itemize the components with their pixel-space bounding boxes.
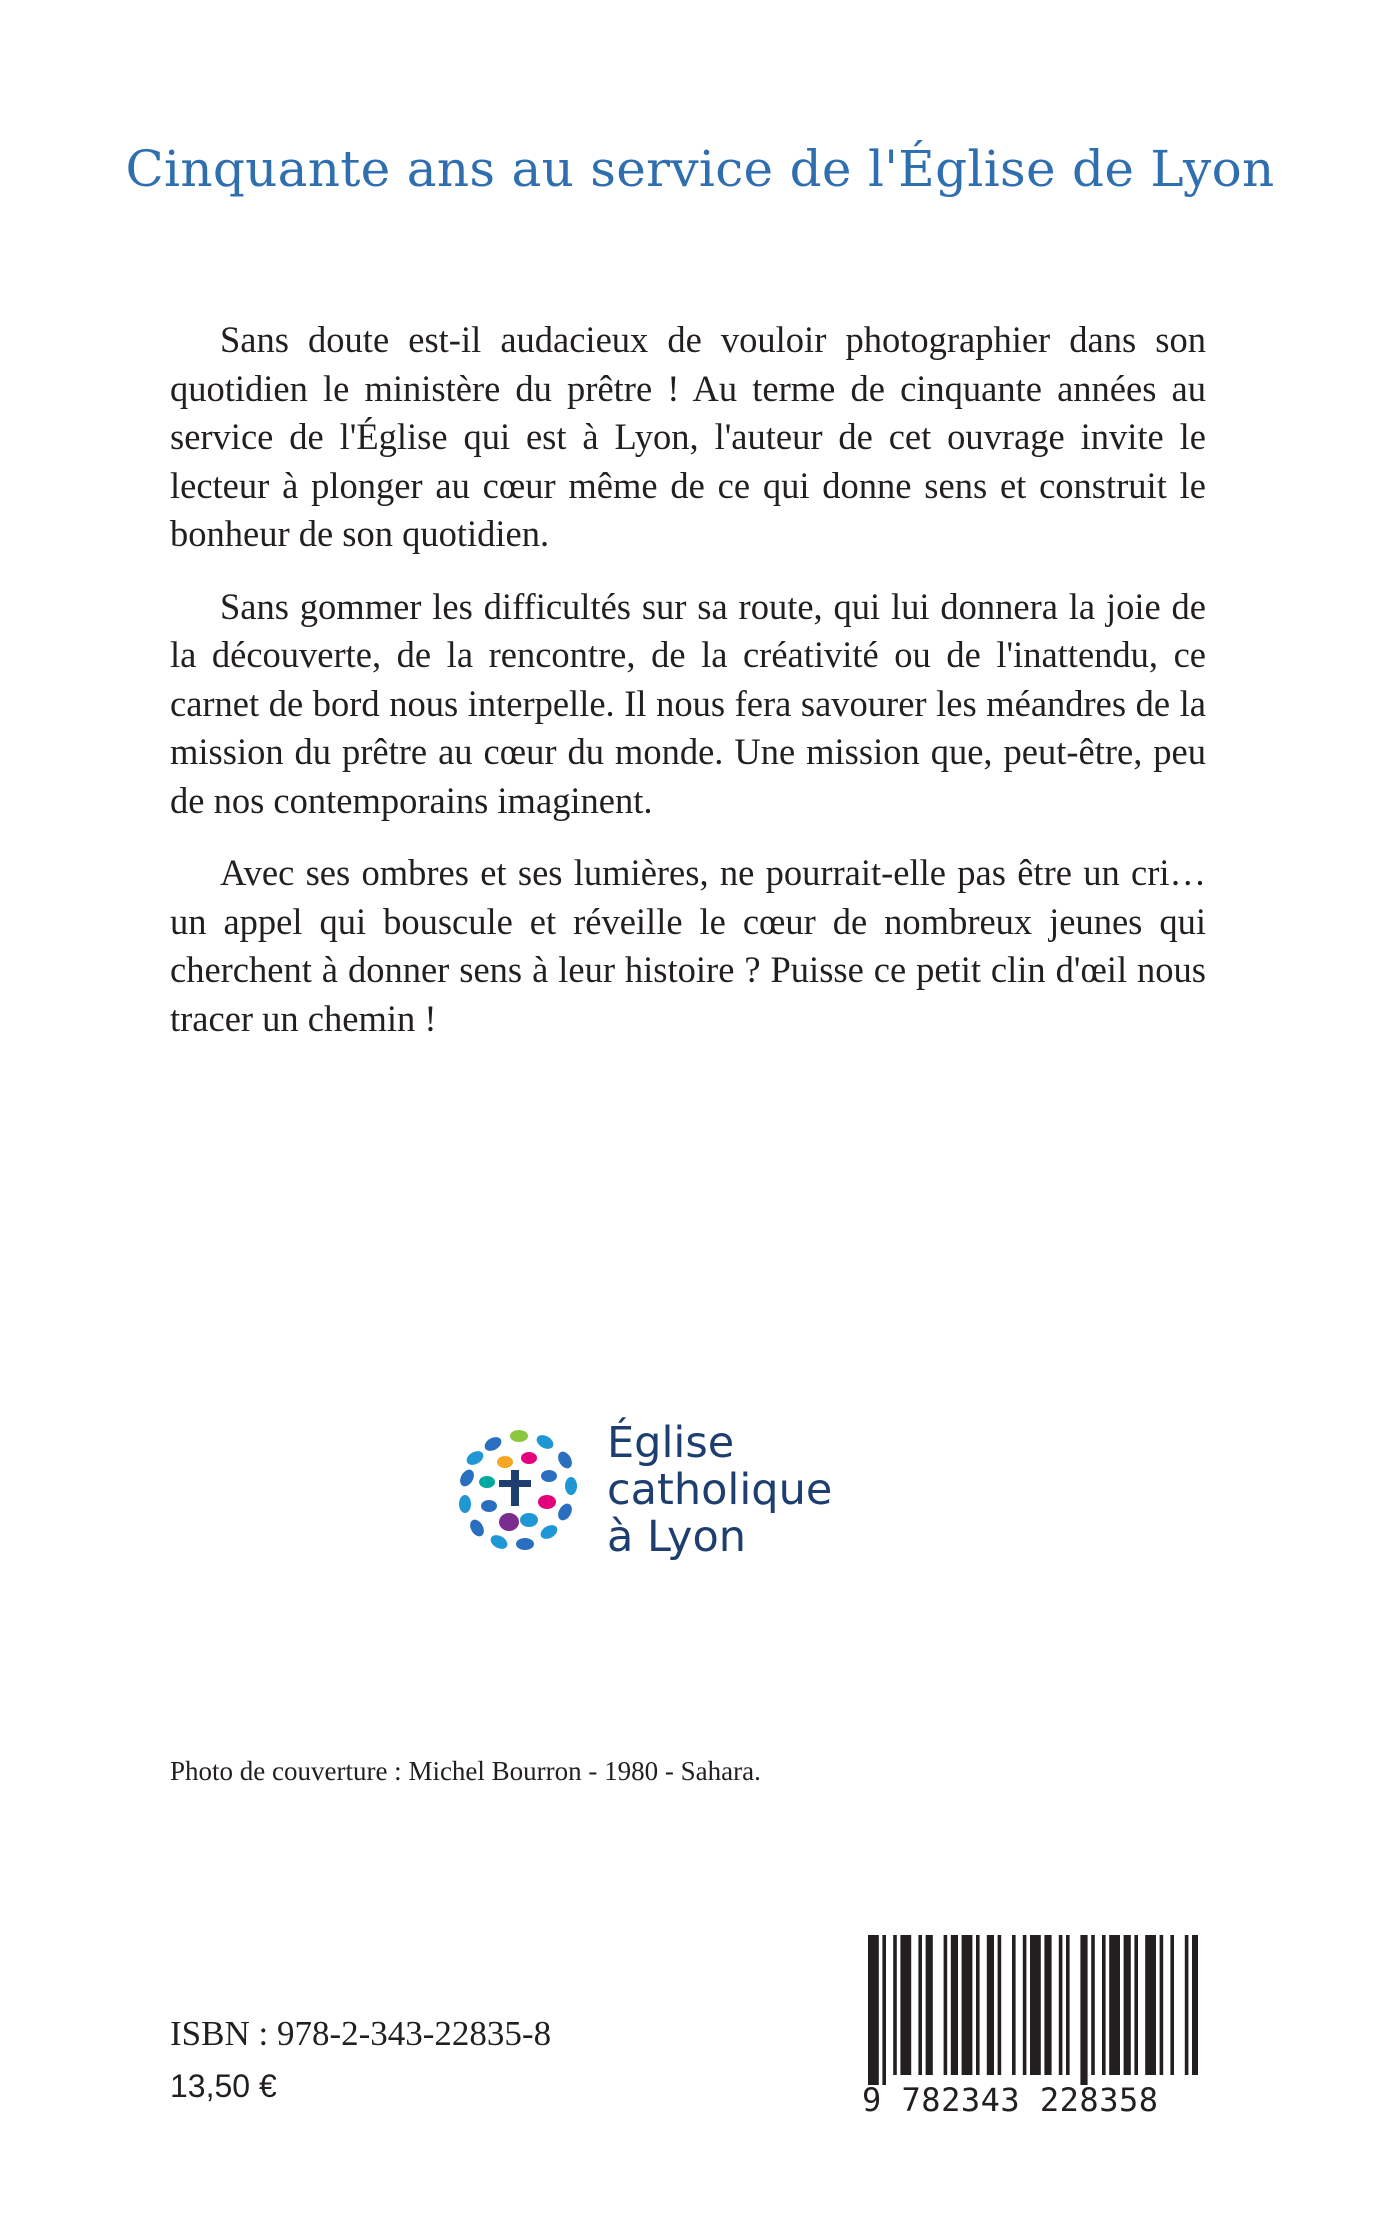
barcode-bar <box>1023 1935 1027 2075</box>
barcode-bar <box>1124 1935 1131 2075</box>
barcode-bar <box>1080 1935 1087 2085</box>
barcode-bar <box>882 1935 886 2085</box>
barcode-bar <box>868 1935 879 2085</box>
barcode-bars <box>862 1935 1202 2085</box>
barcode-bar <box>1091 1935 1095 2075</box>
barcode-bar <box>976 1935 980 2075</box>
barcode-digits: 9 782343 228358 <box>862 2081 1159 2119</box>
barcode-bar <box>987 1935 994 2075</box>
barcode-bar <box>1192 1935 1198 2075</box>
cover-title: Cinquante ans au service de l'Église de Lyon <box>125 140 1275 198</box>
photo-credit: Photo de couverture : Michel Bourron - 1980 - Sahara. <box>170 1756 761 1786</box>
barcode-bar <box>1030 1935 1041 2075</box>
barcode-bar <box>1109 1935 1120 2075</box>
back-cover-blurb <box>170 316 1206 1067</box>
barcode-bar <box>1160 1935 1164 2075</box>
barcode-bar <box>926 1935 933 2075</box>
barcode-bar <box>1185 1935 1189 2075</box>
blurb-paragraph-1: Sans doute est-il audacieux de vouloir photographier dans son quotidien le ministère du prêtre ! Au terme de cinquante années au service de l'Église qui est à Lyon, l'auteur de cet ouvrage invite le lecteur à plonger au cœur même de ce qui donne sens et construit le bonheur de son quotidien. <box>170 319 1206 554</box>
barcode-bar <box>893 1935 897 2075</box>
barcode-bar <box>1170 1935 1174 2075</box>
logo-wordmark <box>607 1420 832 1561</box>
barcode <box>862 1935 1202 2125</box>
blurb-paragraph-2: Sans gommer les difficultés sur sa route, qui lui donnera la joie de la découverte, de la rencontre, de la créativité ou de l'inattendu, ce carnet de bord nous interpelle. Il nous fera savourer les méandres de la mission du prêtre au cœur du monde. Une mission que, peut-être, peu de nos contemporains imaginent. <box>170 585 1206 821</box>
isbn: ISBN : 978-2-343-22835-8 <box>170 2014 552 2053</box>
blurb-paragraph-3: Avec ses ombres et ses lumières, ne pourrait-elle pas être un cri… un appel qui bouscule et réveille le cœur de nombreux jeunes qui cherchent à donner sens à leur histoire ? Puisse ce petit clin d'œil nous tracer un chemin ! <box>170 852 1206 1039</box>
barcode-bar <box>1134 1935 1138 2075</box>
barcode-bar <box>1044 1935 1051 2075</box>
logo-line-3: à Lyon <box>607 1512 747 1562</box>
barcode-bar <box>951 1935 958 2075</box>
rosette-cross-icon <box>445 1426 595 1566</box>
barcode-bar <box>962 1935 973 2075</box>
barcode-bar <box>1066 1935 1070 2075</box>
barcode-bar <box>918 1935 922 2075</box>
logo-line-1: Église <box>607 1418 735 1468</box>
barcode-bar <box>1012 1935 1016 2075</box>
logo-line-2: catholique <box>607 1465 833 1515</box>
price: 13,50 € <box>170 2068 277 2104</box>
barcode-bar <box>998 1935 1002 2075</box>
barcode-bar <box>1102 1935 1106 2075</box>
barcode-bar <box>944 1935 948 2075</box>
barcode-bar <box>1059 1935 1063 2075</box>
publisher-logo <box>445 1420 865 1570</box>
barcode-bar <box>1145 1935 1156 2075</box>
barcode-bar <box>900 1935 911 2075</box>
